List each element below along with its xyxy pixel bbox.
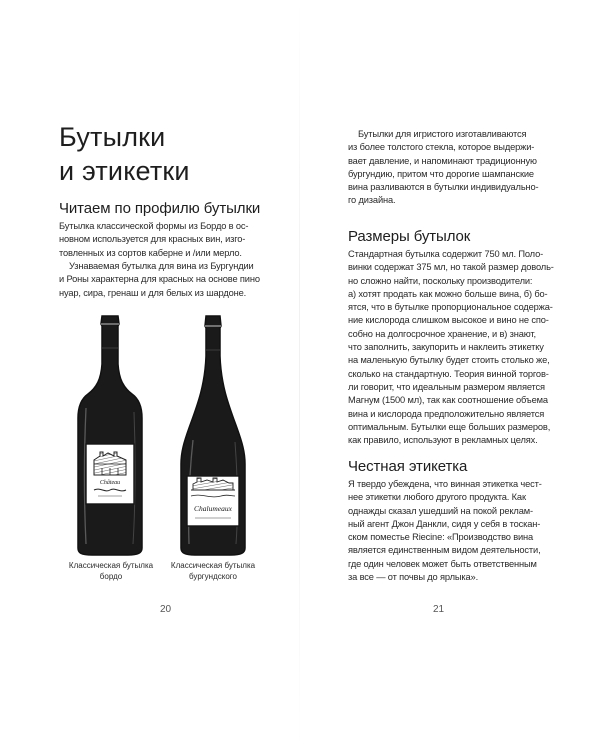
- text-line: нее этикетки любого другого продукта. Как: [348, 492, 526, 503]
- page-title: [59, 120, 190, 188]
- burgundy-label-lettering: Chalumeaux: [194, 504, 232, 513]
- paragraph-honest-label: [348, 478, 542, 584]
- section-heading-bottle-profile: Читаем по профилю бутылки: [59, 200, 261, 217]
- caption-line: Классическая бутылка: [68, 561, 154, 570]
- text-line: ние кислорода слишком высокое и вино не спо-: [348, 315, 549, 326]
- text-line: но сложно найти, поскольку производители:: [348, 275, 533, 286]
- text-line: из более толстого стекла, которое выдержи-: [348, 142, 535, 153]
- text-line: вина и кислорода предположительно является: [348, 408, 545, 419]
- caption-line: бордо: [99, 572, 123, 581]
- caption-burgundy: [160, 560, 266, 582]
- text-line: на маленькую бутылку будет стоить столько же,: [348, 355, 550, 366]
- text-line: ли говорит, что идеальным размером является: [348, 381, 545, 392]
- section-heading-honest-label: Честная этикетка: [348, 458, 468, 475]
- text-line: и Роны характерна для красных на основе пино: [59, 274, 260, 285]
- section-heading-bottle-sizes: Размеры бутылок: [348, 228, 471, 245]
- text-line: как правило, используют в рекламных целях.: [348, 435, 538, 446]
- text-line: вина разливаются в бутылки индивидуально-: [348, 182, 539, 193]
- text-line: ском поместье Riecine: «Производство вина: [348, 532, 534, 543]
- text-line: а) хотят продать как можно больше вина, б) бо-: [348, 288, 548, 299]
- title-line-2: и этикетки: [59, 156, 190, 186]
- text-line: вает давление, и напоминают традиционную: [348, 155, 537, 166]
- text-line: сколько на стандартную. Теория винной торгов-: [348, 368, 549, 379]
- text-line: Бутылки для игристого изготавливаются: [358, 129, 527, 139]
- text-line: является единственным видом деятельности,: [348, 545, 541, 556]
- burgundy-bottle-illustration: [175, 312, 251, 558]
- text-line: однажды сказал ушедший на покой реклам-: [348, 505, 533, 516]
- text-line: винки содержат 375 мл, но такой размер доволь-: [348, 262, 554, 273]
- paragraph-bordeaux: [59, 220, 248, 260]
- text-line: Стандартная бутылка содержит 750 мл. Поло-: [348, 249, 544, 259]
- right-page: [300, 0, 600, 750]
- text-line: оптимальным. Бутылки еще больших размеров,: [348, 421, 551, 432]
- text-line: Магнум (1500 мл), так как соотношение объема: [348, 395, 548, 406]
- paragraph-sparkling: [348, 128, 538, 208]
- text-line: товленных из сортов каберне и /или мерло.: [59, 247, 242, 258]
- page-number-left: 20: [160, 604, 172, 615]
- text-line: ный агент Джон Данкли, сидя у себя в тоскан-: [348, 518, 541, 529]
- text-line: собно на долгосрочное хранение, и в) знают,: [348, 328, 536, 339]
- paragraph-burgundy: [59, 260, 260, 300]
- text-line: что заполнить, закупорить и наклеить этикетку: [348, 342, 544, 353]
- text-line: где один человек может быть ответственным: [348, 558, 537, 569]
- paragraph-bottle-sizes: [348, 248, 554, 447]
- page-number-right: 21: [433, 604, 445, 615]
- bordeaux-label-lettering: Château: [99, 480, 121, 486]
- caption-line: бургундского: [189, 572, 237, 581]
- text-line: Узнаваемая бутылка для вина из Бургундии: [69, 261, 254, 271]
- bordeaux-bottle-body: [78, 316, 142, 555]
- text-line: нуар, сира, гренаш и для белых из шардоне.: [59, 287, 247, 298]
- text-line: бургундию, притом что дорогие шампанские: [348, 168, 534, 179]
- text-line: ятся, что в бутылке пропорциональное содержа-: [348, 302, 553, 313]
- text-line: за все — от почвы до ярлыка».: [348, 572, 479, 583]
- bordeaux-bottle-illustration: [72, 312, 148, 558]
- text-line: новном используется для красных вин, изго-: [59, 234, 246, 245]
- caption-line: Классическая бутылка: [170, 561, 256, 570]
- text-line: Бутылка классической формы из Бордо в ос-: [59, 221, 249, 231]
- text-line: го дизайна.: [348, 195, 396, 206]
- caption-bordeaux: [58, 560, 164, 582]
- title-line-1: Бутылки: [59, 122, 166, 152]
- text-line: Я твердо убеждена, что винная этикетка чест-: [348, 479, 542, 489]
